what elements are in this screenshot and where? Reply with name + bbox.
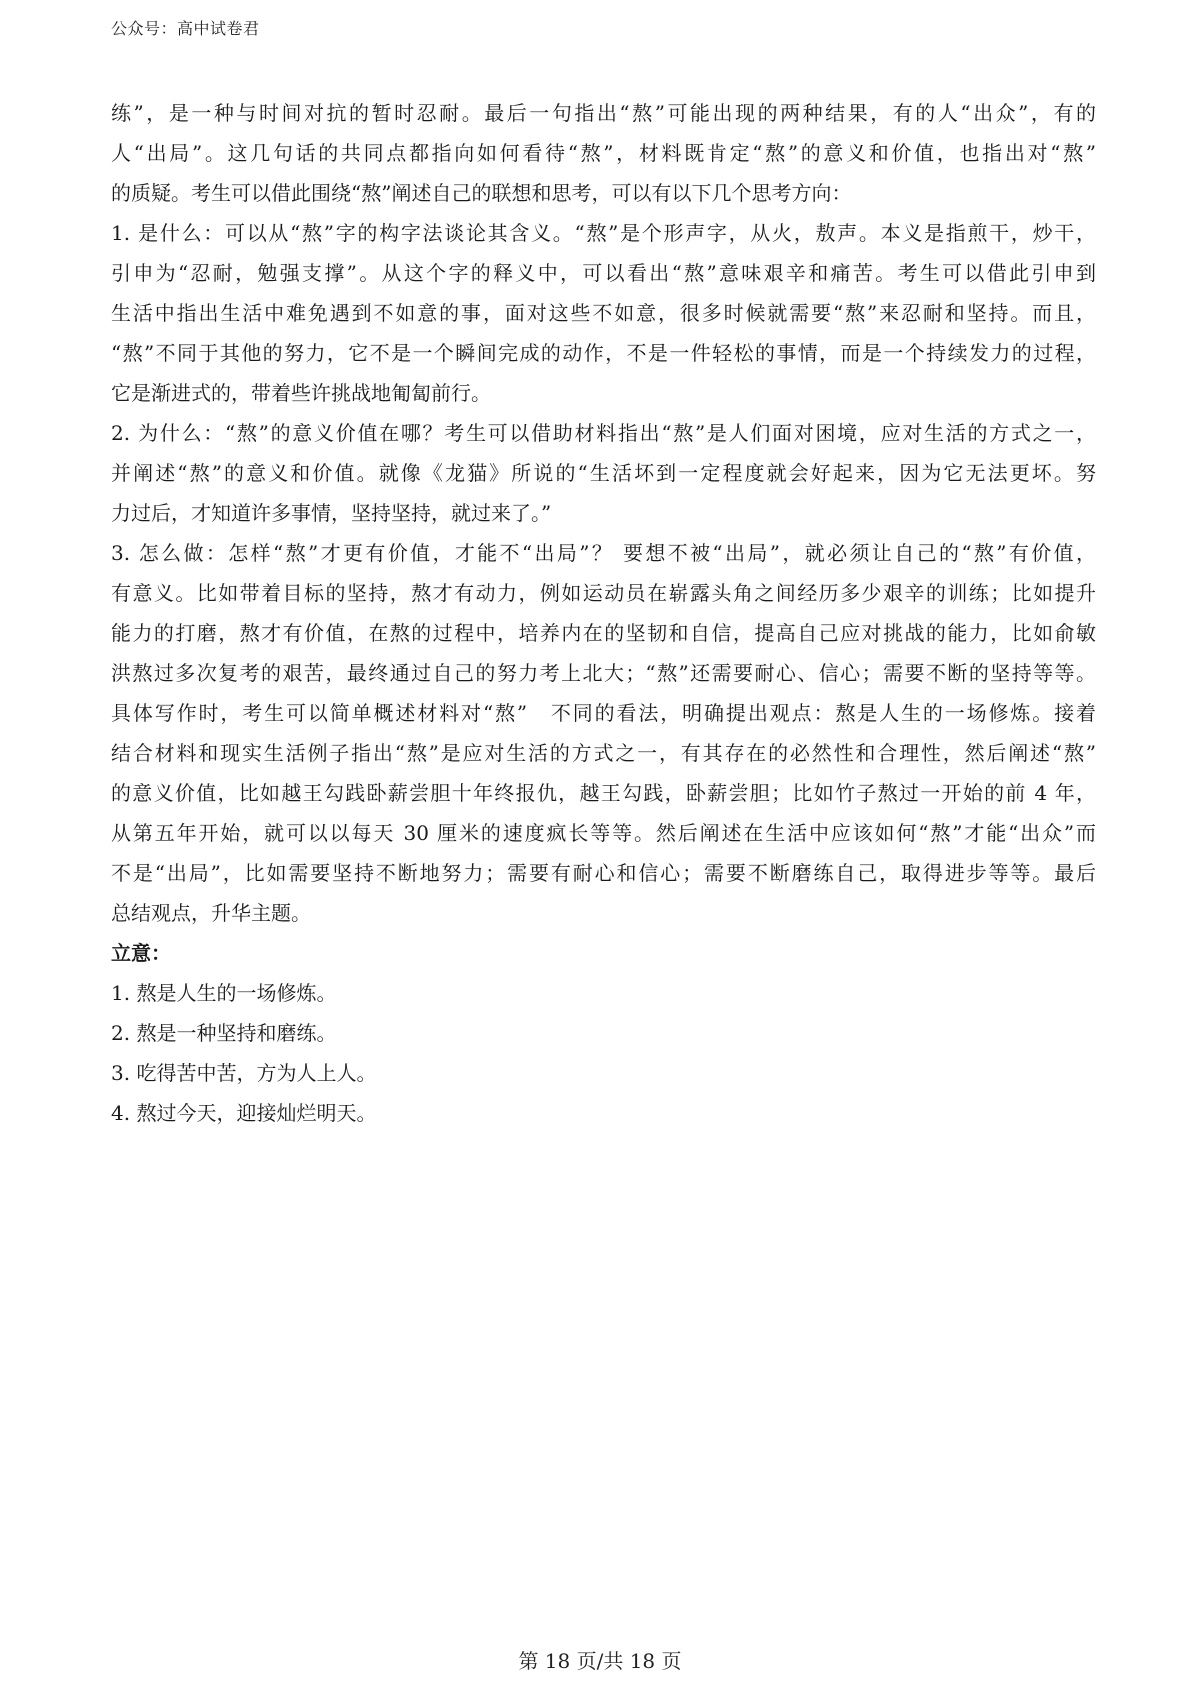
body-line: 不是“出局”，比如需要坚持不断地努力；需要有耐心和信心；需要不断磨练自己，取得进步等等。最后 [111,861,1096,885]
body-line: 力过后，才知道许多事情，坚持坚持，就过来了。” [111,501,552,525]
list-item: 1. 熬是人生的一场修炼。 [111,981,337,1005]
body-line: 生活中指出生活中难免遇到不如意的事，面对这些不如意，很多时候就需要“熬”来忍耐和坚持。而且， [111,301,1096,325]
body-line: 2. 为什么：“熬”的意义价值在哪？考生可以借助材料指出“熬”是人们面对困境，应对生活的方式之一， [111,421,1096,445]
document-body [111,93,1096,1133]
list-item: 3. 吃得苦中苦，方为人上人。 [111,1061,377,1085]
body-line: 具体写作时，考生可以简单概述材料对“熬” 不同的看法，明确提出观点：熬是人生的一场修炼。接着 [111,701,1096,725]
body-line: 总结观点，升华主题。 [111,901,311,925]
body-line: 1. 是什么：可以从“熬”字的构字法谈论其含义。“熬”是个形声字，从火，敖声。本义是指煎干，炒干， [111,221,1096,245]
body-line: 并阐述“熬”的意义和价值。就像《龙猫》所说的“生活坏到一定程度就会好起来，因为它无法更坏。努 [111,461,1096,485]
body-line: 从第五年开始，就可以以每天 30 厘米的速度疯长等等。然后阐述在生活中应该如何“熬”才能“出众”而 [111,821,1096,845]
body-line: 人“出局”。这几句话的共同点都指向如何看待“熬”，材料既肯定“熬”的意义和价值，也指出对“熬” [111,141,1096,165]
list-item: 2. 熬是一种坚持和磨练。 [111,1021,337,1045]
list-item: 4. 熬过今天，迎接灿烂明天。 [111,1101,377,1125]
body-line: 它是渐进式的，带着些许挑战地匍匐前行。 [111,381,491,405]
body-line: 能力的打磨，熬才有价值，在熬的过程中，培养内在的坚韧和自信，提高自己应对挑战的能力，比如俞敏 [111,621,1096,645]
body-line: 引申为“忍耐，勉强支撑”。从这个字的释义中，可以看出“熬”意味艰辛和痛苦。考生可以借此引申到 [111,261,1096,285]
body-line: 的质疑。考生可以借此围绕“熬”阐述自己的联想和思考，可以有以下几个思考方向： [111,181,852,205]
header-label: 公众号：高中试卷君 [111,19,260,38]
page-number: 第 18 页/共 18 页 [518,1649,682,1673]
body-line: 结合材料和现实生活例子指出“熬”是应对生活的方式之一，有其存在的必然性和合理性，然后阐述“熬” [111,741,1096,765]
section-heading: 立意： [111,941,171,965]
body-line: “熬”不同于其他的努力，它不是一个瞬间完成的动作，不是一件轻松的事情，而是一个持续发力的过程， [111,341,1096,365]
body-line: 的意义价值，比如越王勾践卧薪尝胆十年终报仇，越王勾践，卧薪尝胆；比如竹子熬过一开始的前 4 年， [111,781,1096,805]
body-line: 有意义。比如带着目标的坚持，熬才有动力，例如运动员在崭露头角之间经历多少艰辛的训练；比如提升 [111,581,1096,605]
body-line: 3. 怎么做：怎样“熬”才更有价值，才能不“出局”？ 要想不被“出局”，就必须让自己的“熬”有价值， [111,541,1096,565]
body-line: 洪熬过多次复考的艰苦，最终通过自己的努力考上北大；“熬”还需要耐心、信心；需要不断的坚持等等。 [111,661,1096,685]
body-line: 练”，是一种与时间对抗的暂时忍耐。最后一句指出“熬”可能出现的两种结果，有的人“出众”，有的 [111,101,1096,125]
